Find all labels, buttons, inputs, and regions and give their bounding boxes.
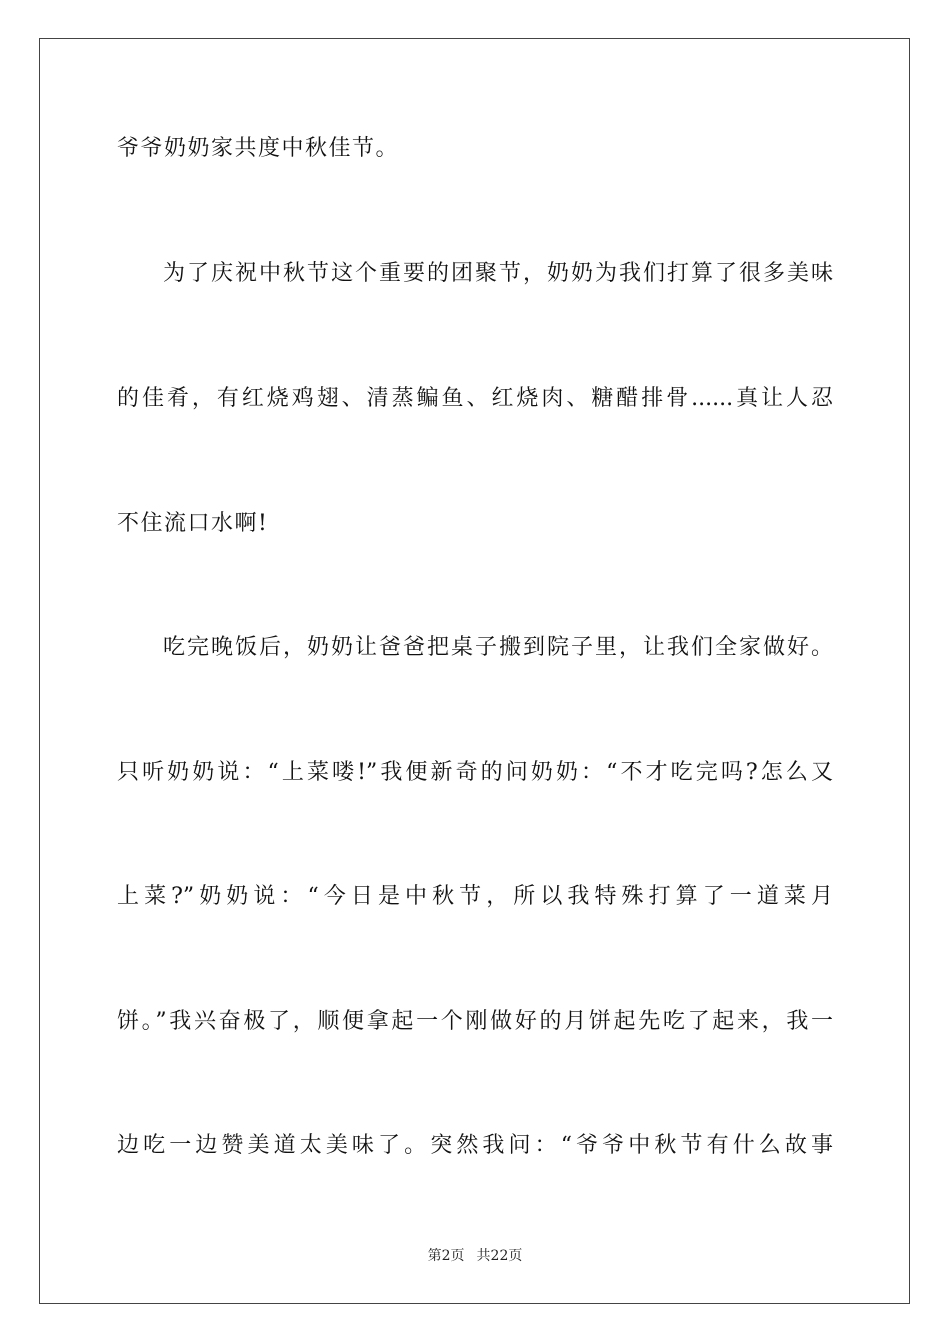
text-line: 的佳肴，有红烧鸡翅、清蒸鳊鱼、红烧肉、糖醋排骨......真让人忍 xyxy=(117,386,833,411)
text-line: 边吃一边赞美道太美味了。突然我问：“爷爷中秋节有什么故事 xyxy=(117,1133,833,1158)
page-number: 第2页 xyxy=(427,1248,465,1264)
page-footer xyxy=(0,1246,950,1266)
text-line: 吃完晚饭后，奶奶让爸爸把桌子搬到院子里，让我们全家做好。 xyxy=(163,635,833,660)
text-line: 上菜?”奶奶说：“今日是中秋节，所以我特殊打算了一道菜月 xyxy=(117,884,833,909)
page-border xyxy=(39,38,910,1304)
text-line: 爷爷奶奶家共度中秋佳节。 xyxy=(117,136,400,161)
text-line: 为了庆祝中秋节这个重要的团聚节，奶奶为我们打算了很多美味 xyxy=(163,261,833,286)
text-line: 只听奶奶说：“上菜喽!”我便新奇的问奶奶：“不才吃完吗?怎么又 xyxy=(117,760,833,785)
text-line: 饼。”我兴奋极了，顺便拿起一个刚做好的月饼起先吃了起来，我一 xyxy=(117,1009,833,1034)
text-line: 不住流口水啊! xyxy=(117,511,269,536)
page-total: 共22页 xyxy=(476,1248,523,1264)
